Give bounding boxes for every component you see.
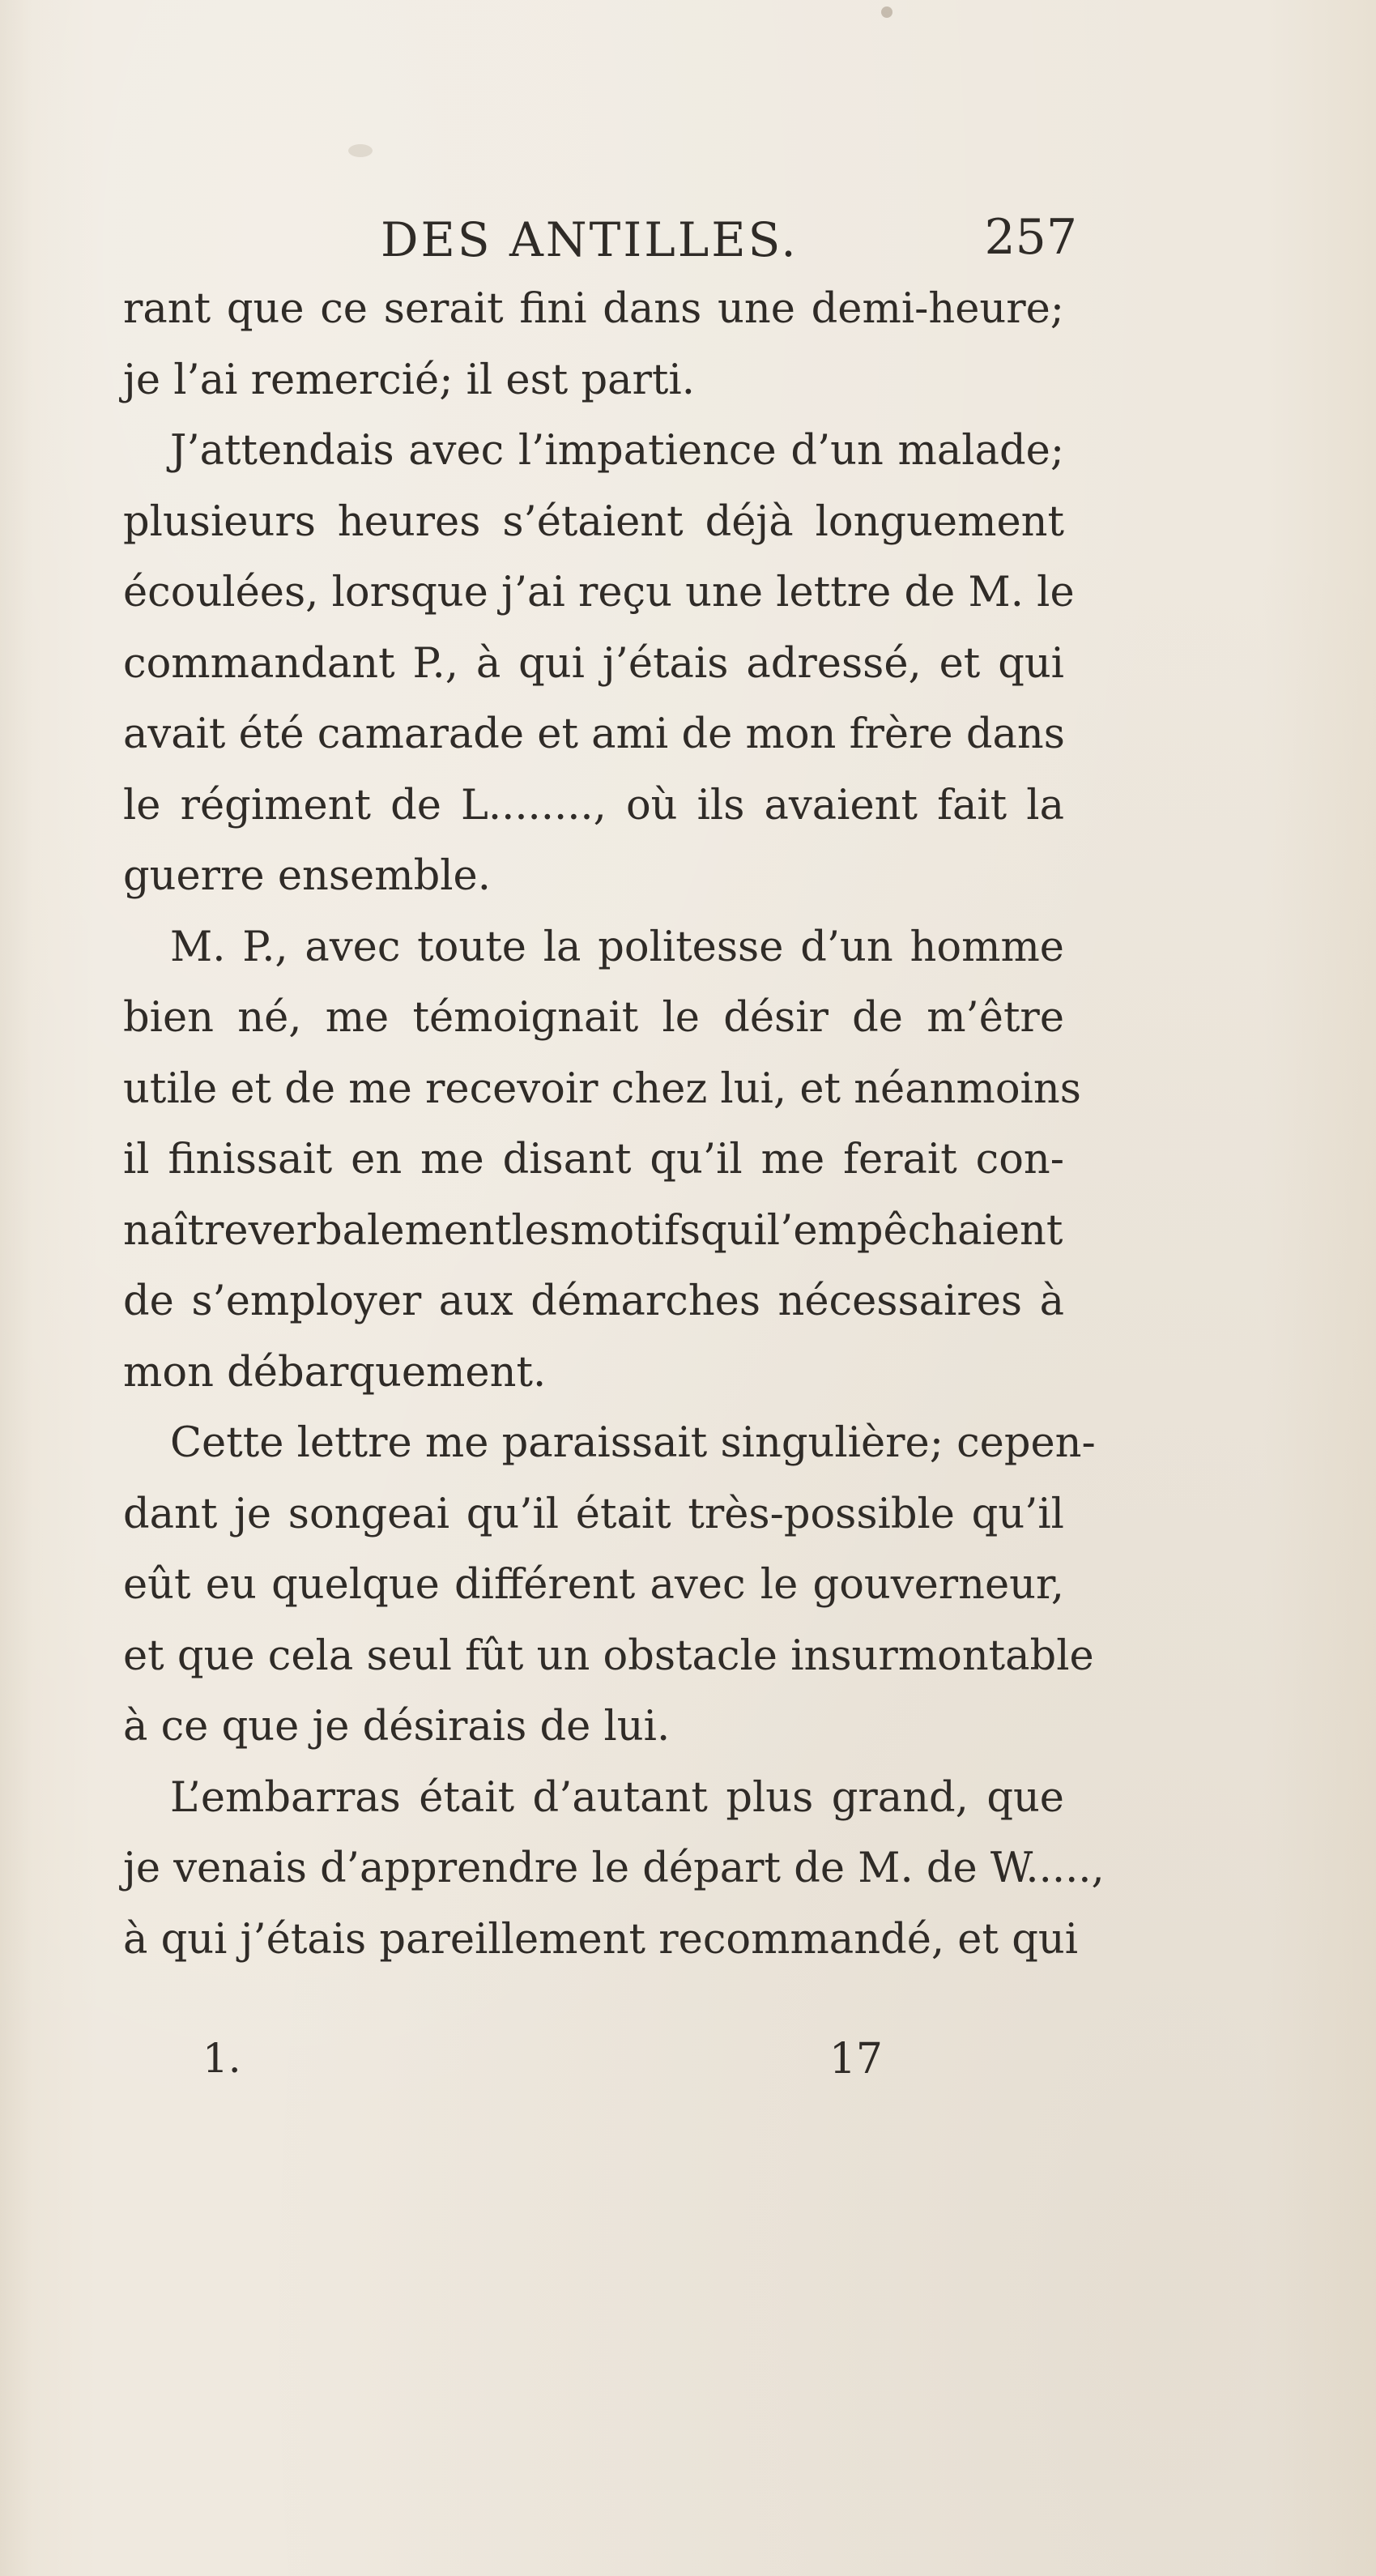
text-line: bien né, me témoignait le désir de m’être: [123, 994, 1064, 1042]
text-line: mon débarquement.: [123, 1348, 547, 1397]
sheet-number: 17: [829, 2035, 883, 2083]
text-line: à ce que je désirais de lui.: [123, 1703, 671, 1751]
text-line: et que cela seul fût un obstacle insurmontable: [123, 1631, 1094, 1680]
text-line: à qui j’étais pareillement recommandé, et qui: [123, 1915, 1079, 1964]
text-line: M. P., avec toute la politesse d’un homme: [170, 923, 1064, 971]
page-number: 257: [984, 209, 1077, 266]
text-line: le régiment de L........, où ils avaient fait la: [123, 781, 1064, 830]
text-line: Cette lettre me paraissait singulière; cepen-: [170, 1419, 1096, 1467]
page-footer: [202, 2035, 883, 2092]
text-line: je venais d’apprendre le départ de M. de W.....,: [123, 1845, 1105, 1892]
text-line: J’attendais avec l’impatience d’un malade;: [170, 427, 1064, 475]
text-line: il finissait en me disant qu’il me ferait con-: [123, 1136, 1064, 1184]
text-line: de s’employer aux démarches nécessaires à: [123, 1277, 1064, 1325]
text-line: L’embarras était d’autant plus grand, que: [170, 1773, 1064, 1822]
text-line: utile et de me recevoir chez lui, et néanmoins: [123, 1064, 1081, 1113]
ink-spot: [881, 6, 892, 18]
text-line: avait été camarade et ami de mon frère dans: [123, 710, 1065, 758]
text-line: rant que ce serait fini dans une demi-heure;: [123, 285, 1064, 333]
text-line: guerre ensemble.: [123, 852, 491, 900]
signature-mark: 1.: [202, 2035, 241, 2082]
text-line: dant je songeai qu’il était très-possible qu’il: [123, 1490, 1064, 1538]
text-line: écoulées, lorsque j’ai reçu une lettre de M. le: [123, 569, 1075, 616]
running-head: DES ANTILLES.: [381, 212, 799, 267]
ink-spot: [348, 144, 373, 157]
text-line: je l’ai remercié; il est parti.: [123, 356, 695, 404]
text-line: plusieurs heures s’étaient déjà longuement: [123, 497, 1064, 546]
page-header: [381, 209, 1077, 277]
text-line: eût eu quelque différent avec le gouverneur,: [123, 1561, 1064, 1609]
text-line: commandant P., à qui j’étais adressé, et qui: [123, 639, 1064, 688]
body-text: [123, 274, 1105, 1975]
text-line: naîtreverbalementlesmotifsquil’empêchaient: [123, 1206, 1063, 1255]
